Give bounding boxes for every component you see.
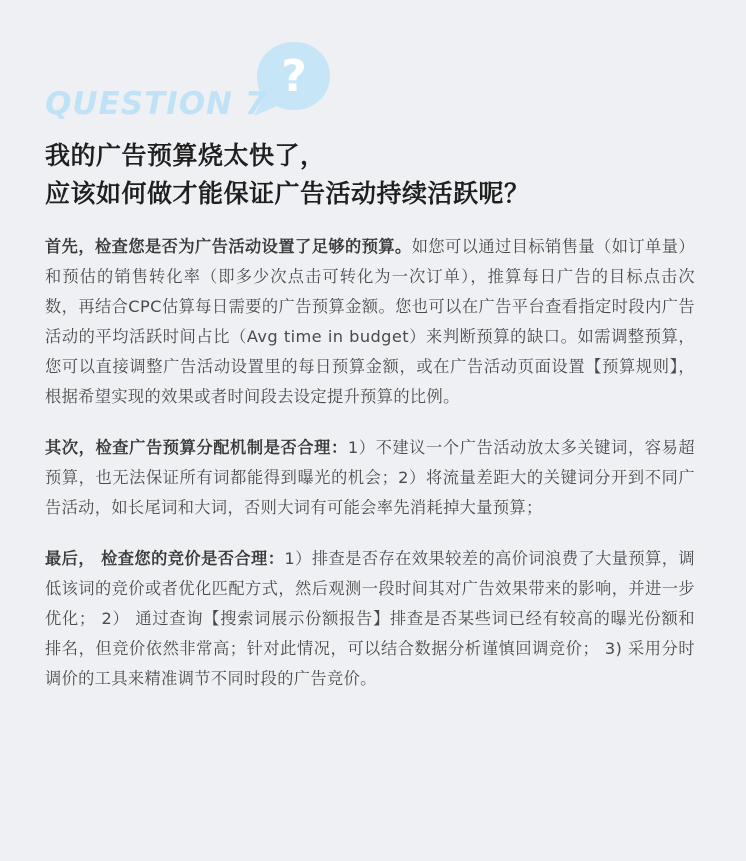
question-mark-glyph: ?: [281, 51, 307, 102]
title-line-1: 我的广告预算烧太快了，: [45, 141, 326, 170]
answer-paragraph-third: [45, 544, 695, 694]
paragraph-text: 1）不建议一个广告活动放太多关键词，容易超预算，也无法保证所有词都能得到曝光的机会；2）将流量差距大的关键词分开到不同广告活动，如长尾词和大词，否则大词有可能会率先消耗掉大量预算；: [45, 438, 695, 517]
paragraph-lead: 首先，检查您是否为广告活动设置了足够的预算。: [45, 237, 412, 256]
paragraph-text: 如您可以通过目标销售量（如订单量）和预估的销售转化率（即多少次点击可转化为一次订单），推算每日广告的目标点击次数，再结合CPC估算每日需要的广告预算金额。您也可以在广告平台查看指定时段内广告活动的平均活跃时间占比（Avg time in budget）来判断预算的缺口。如需调整预算，您可以直接调整广告活动设置里的每日预算金额，或在广告活动页面设置【预算规则】，根据希望实现的效果或者时间段去设定提升预算的比例。: [45, 237, 695, 406]
page-title: [45, 137, 530, 213]
paragraph-text: 1）排查是否存在效果较差的高价词浪费了大量预算，调低该词的竞价或者优化匹配方式，然后观测一段时间其对广告效果带来的影响，并进一步优化； 2） 通过查询【搜索词展示份额报告】排查是否某些词已经有较高的曝光份额和排名，但竞价依然非常高；针对此情况，可以结合数据分析谨慎回调竞价； 3) 采用分时调价的工具来精准调节不同时段的广告竞价。: [45, 549, 695, 688]
title-line-2: 应该如何做才能保证广告活动持续活跃呢？: [45, 179, 530, 208]
answer-body: [45, 232, 695, 715]
paragraph-lead: 最后， 检查您的竞价是否合理：: [45, 549, 285, 568]
question-header: [0, 0, 746, 130]
answer-paragraph-second: [45, 433, 695, 523]
answer-paragraph-first: [45, 232, 695, 412]
paragraph-lead: 其次，检查广告预算分配机制是否合理：: [45, 438, 348, 457]
question-number-label: QUESTION 7: [45, 86, 268, 122]
